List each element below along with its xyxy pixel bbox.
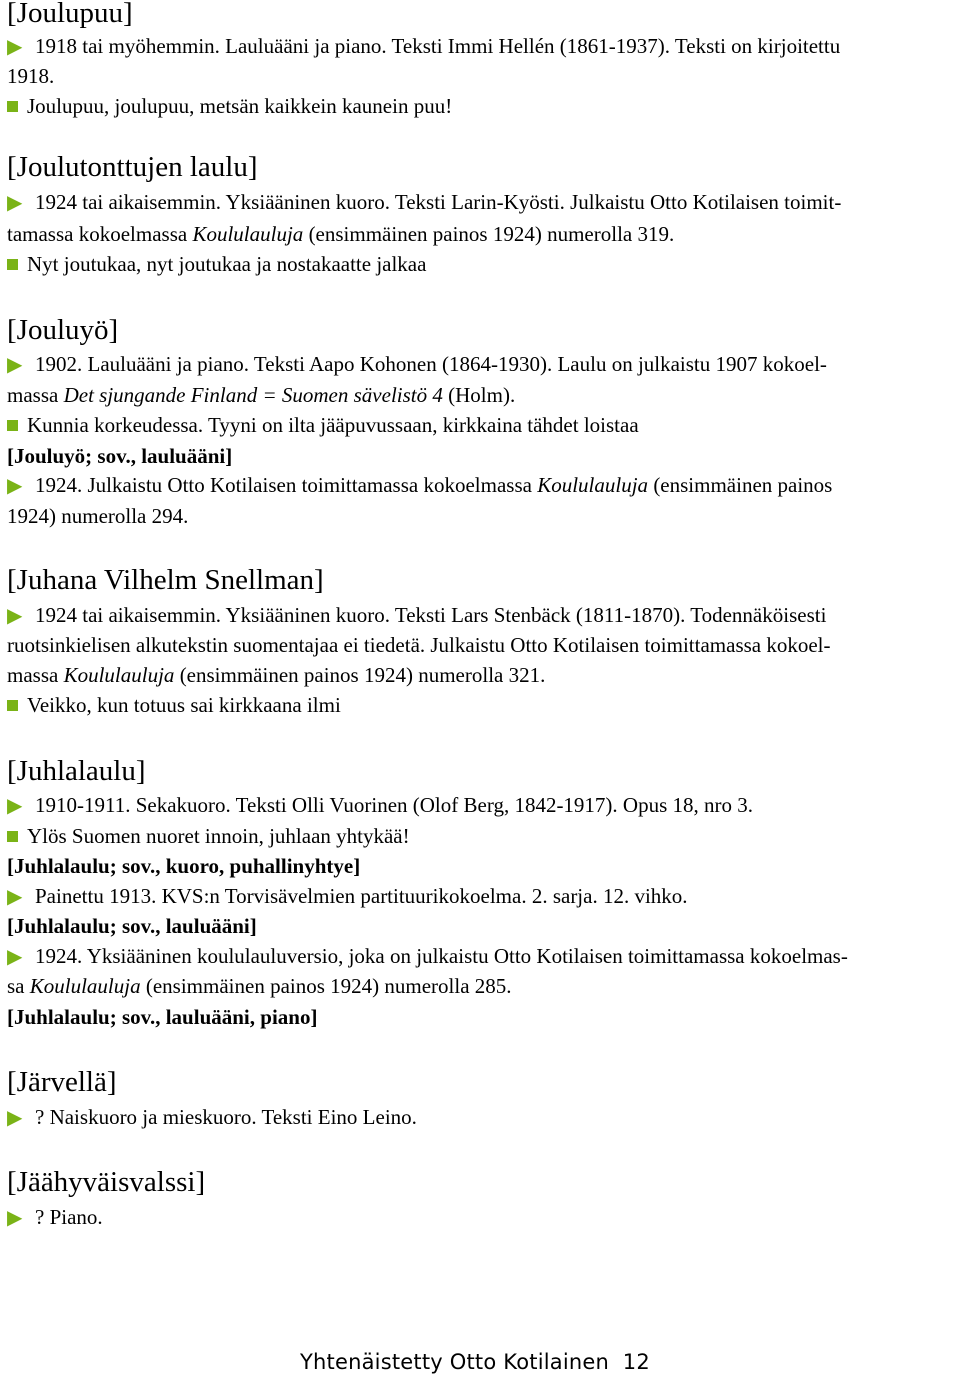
square-icon xyxy=(7,101,18,112)
square-icon xyxy=(7,831,18,842)
triangle-right-icon: ▶ xyxy=(7,605,23,627)
square-icon xyxy=(7,420,18,431)
entry-title: [Juhana Vilhelm Snellman] xyxy=(7,564,324,596)
entry-title: [Joulutonttujen laulu] xyxy=(7,151,258,183)
work-info-line: tamassa kokoelmassa Koululauluja (ensimmäinen painos 1924) numerolla 319. xyxy=(7,222,675,246)
work-info-line: ▶ Painettu 1913. KVS:n Torvisävelmien partituurikokoelma. 2. sarja. 12. vihko. xyxy=(7,881,688,912)
incipit-line: Ylös Suomen nuoret innoin, juhlaan yhtykää! xyxy=(7,821,410,851)
work-info-line: ▶ 1924 tai aikaisemmin. Yksiääninen kuoro. Teksti Larin-Kyösti. Julkaistu Otto Kotilaisen toimit- xyxy=(7,187,841,218)
collection-title: Koululauluja xyxy=(29,974,141,998)
entry-title: [Jäähyväisvalssi] xyxy=(7,1166,206,1198)
work-info-line: massa Det sjungande Finland = Suomen sävelistö 4 (Holm). xyxy=(7,383,516,407)
work-info-line: sa Koululauluja (ensimmäinen painos 1924) numerolla 285. xyxy=(7,974,512,998)
square-icon xyxy=(7,259,18,270)
triangle-right-icon: ▶ xyxy=(7,1207,23,1229)
collection-title: Koululauluja xyxy=(192,222,304,246)
collection-title: Det sjungande Finland = Suomen sävelistö 4 xyxy=(63,383,443,407)
work-info-line: 1918. xyxy=(7,64,55,88)
version-title: [Juhlalaulu; sov., lauluääni, piano] xyxy=(7,1005,318,1029)
triangle-right-icon: ▶ xyxy=(7,354,23,376)
work-info-line: ruotsinkielisen alkutekstin suomentajaa ei tiedetä. Julkaistu Otto Kotilaisen toimittamassa kokoel- xyxy=(7,633,831,657)
incipit-line: Veikko, kun totuus sai kirkkaana ilmi xyxy=(7,690,341,720)
work-info-line: ▶ 1924. Yksiääninen koululauluversio, joka on julkaistu Otto Kotilaisen toimittamassa kokoelmas- xyxy=(7,941,848,972)
entry-title: [Järvellä] xyxy=(7,1066,117,1098)
work-info-line: ▶ 1902. Lauluääni ja piano. Teksti Aapo Kohonen (1864-1930). Laulu on julkaistu 1907 kokoel- xyxy=(7,349,827,380)
work-info-line: ▶ 1924 tai aikaisemmin. Yksiääninen kuoro. Teksti Lars Stenbäck (1811-1870). Todennäköisesti xyxy=(7,600,826,631)
triangle-right-icon: ▶ xyxy=(7,36,23,58)
square-icon xyxy=(7,700,18,711)
work-info-line: massa Koululauluja (ensimmäinen painos 1924) numerolla 321. xyxy=(7,663,546,687)
work-info-line: ▶ ? Piano. xyxy=(7,1202,103,1233)
entry-title: [Jouluyö] xyxy=(7,314,119,346)
work-info-line: ▶ 1910-1911. Sekakuoro. Teksti Olli Vuorinen (Olof Berg, 1842-1917). Opus 18, nro 3. xyxy=(7,790,753,821)
incipit-line: Kunnia korkeudessa. Tyyni on ilta jääpuvussaan, kirkkaina tähdet loistaa xyxy=(7,410,639,440)
work-info-line: ▶ 1924. Julkaistu Otto Kotilaisen toimittamassa kokoelmassa Koululauluja (ensimmäinen painos xyxy=(7,470,832,501)
page-footer xyxy=(300,1347,650,1377)
triangle-right-icon: ▶ xyxy=(7,192,23,214)
version-title: [Jouluyö; sov., lauluääni] xyxy=(7,444,233,468)
footer-title: Yhtenäistetty Otto Kotilainen xyxy=(300,1350,610,1374)
version-title: [Juhlalaulu; sov., lauluääni] xyxy=(7,914,257,938)
collection-title: Koululauluja xyxy=(537,473,649,497)
triangle-right-icon: ▶ xyxy=(7,1107,23,1129)
triangle-right-icon: ▶ xyxy=(7,475,23,497)
entry-title: [Juhlalaulu] xyxy=(7,755,146,787)
page-number: 12 xyxy=(622,1350,650,1374)
triangle-right-icon: ▶ xyxy=(7,886,23,908)
entry-title: [Joulupuu] xyxy=(7,0,133,29)
triangle-right-icon: ▶ xyxy=(7,946,23,968)
triangle-right-icon: ▶ xyxy=(7,795,23,817)
work-info-line: 1924) numerolla 294. xyxy=(7,504,189,528)
collection-title: Koululauluja xyxy=(63,663,175,687)
work-info-line: ▶ 1918 tai myöhemmin. Lauluääni ja piano. Teksti Immi Hellén (1861-1937). Teksti on kirjoitettu xyxy=(7,31,840,62)
incipit-line: Nyt joutukaa, nyt joutukaa ja nostakaatte jalkaa xyxy=(7,249,426,279)
work-info-line: ▶ ? Naiskuoro ja mieskuoro. Teksti Eino Leino. xyxy=(7,1102,417,1133)
version-title: [Juhlalaulu; sov., kuoro, puhallinyhtye] xyxy=(7,854,361,878)
incipit-line: Joulupuu, joulupuu, metsän kaikkein kaunein puu! xyxy=(7,91,452,121)
